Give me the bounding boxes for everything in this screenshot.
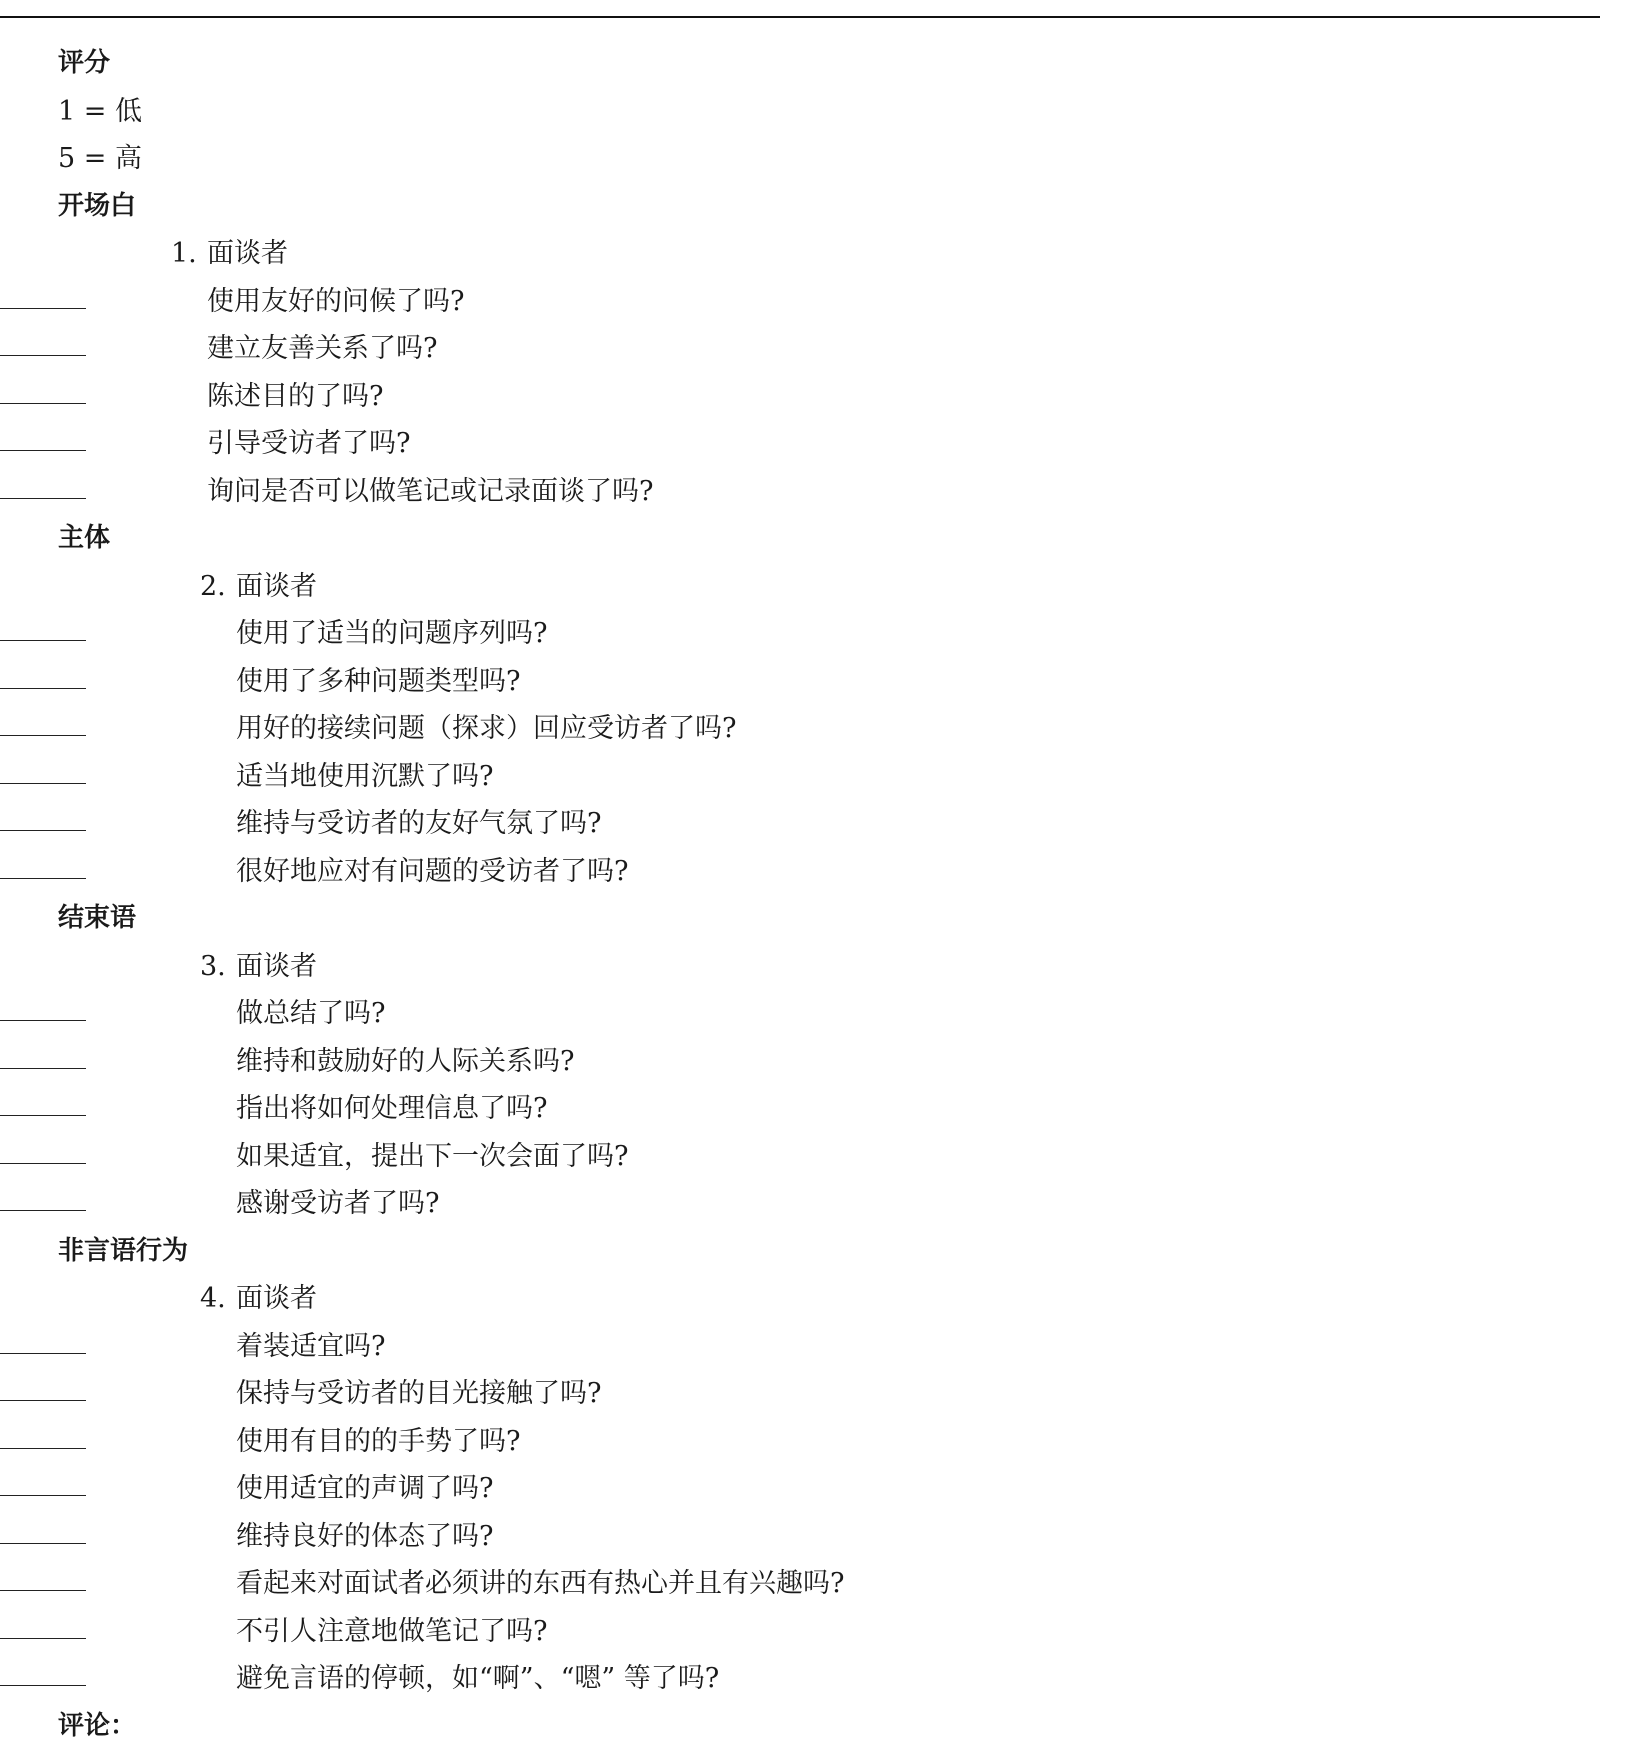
checklist-item (0, 373, 1600, 421)
score-blank[interactable] (0, 640, 86, 641)
rating-low: 1 = 低 (58, 95, 142, 127)
score-blank[interactable] (0, 1210, 86, 1211)
score-blank[interactable] (0, 1115, 86, 1116)
checklist-question: 使用了多种问题类型吗? (236, 665, 521, 697)
section-number: 2. (200, 570, 226, 602)
checklist-item (0, 420, 1600, 468)
score-blank[interactable] (0, 830, 86, 831)
section-number: 3. (200, 950, 226, 982)
checklist-question: 维持和鼓励好的人际关系吗? (236, 1045, 575, 1077)
section-number: 4. (200, 1283, 226, 1314)
checklist-item (0, 1513, 1600, 1561)
score-blank[interactable] (0, 308, 86, 309)
score-blank[interactable] (0, 1020, 86, 1021)
checklist-question: 避免言语的停顿，如“啊”、“嗯” 等了吗? (236, 1663, 720, 1694)
checklist-item (0, 1323, 1600, 1371)
rating-high: 5 = 高 (58, 143, 142, 174)
checklist-item (0, 1655, 1600, 1703)
checklist-question: 使用有目的的手势了吗? (236, 1425, 521, 1457)
score-blank[interactable] (0, 1448, 86, 1449)
checklist-question: 很好地应对有问题的受访者了吗? (236, 855, 629, 887)
interview-evaluation-form (0, 40, 1600, 1750)
checklist-item (0, 1418, 1600, 1466)
checklist-item (0, 705, 1600, 753)
checklist-question: 用好的接续问题（探求）回应受访者了吗? (236, 713, 737, 744)
checklist-item (0, 753, 1600, 801)
section-subject-row (0, 563, 1600, 611)
score-blank[interactable] (0, 688, 86, 689)
score-blank[interactable] (0, 1163, 86, 1164)
score-blank[interactable] (0, 735, 86, 736)
checklist-item (0, 1038, 1600, 1086)
score-blank[interactable] (0, 878, 86, 879)
score-blank[interactable] (0, 355, 86, 356)
section-subject-row (0, 1275, 1600, 1323)
form-sections (0, 183, 1600, 1703)
checklist-item (0, 1180, 1600, 1228)
section-number: 1. (171, 238, 197, 269)
top-rule (0, 16, 1600, 18)
checklist-item (0, 990, 1600, 1038)
comments-label: 评论： (58, 1710, 137, 1741)
checklist-question: 引导受访者了吗? (207, 428, 411, 459)
section-heading: 开场白 (58, 190, 137, 221)
score-blank[interactable] (0, 1543, 86, 1544)
score-blank[interactable] (0, 1068, 86, 1069)
section-heading: 主体 (58, 523, 111, 553)
score-blank[interactable] (0, 1400, 86, 1401)
score-blank[interactable] (0, 1495, 86, 1496)
checklist-item (0, 848, 1600, 896)
section-heading: 非言语行为 (58, 1235, 189, 1266)
checklist-item (0, 1085, 1600, 1133)
score-blank[interactable] (0, 403, 86, 404)
checklist-question: 维持与受访者的友好气氛了吗? (236, 808, 602, 839)
checklist-item (0, 1560, 1600, 1608)
checklist-question: 看起来对面试者必须讲的东西有热心并且有兴趣吗? (236, 1568, 845, 1599)
checklist-question: 如果适宜，提出下一次会面了吗? (236, 1140, 629, 1172)
section-subject-row (0, 943, 1600, 991)
section-heading: 结束语 (58, 903, 137, 933)
score-blank[interactable] (0, 783, 86, 784)
checklist-question: 适当地使用沉默了吗? (236, 760, 494, 792)
checklist-question: 陈述目的了吗? (207, 380, 384, 412)
checklist-item (0, 1370, 1600, 1418)
checklist-question: 感谢受访者了吗? (236, 1188, 440, 1219)
checklist-item (0, 610, 1600, 658)
checklist-question: 询问是否可以做笔记或记录面谈了吗? (207, 475, 654, 507)
checklist-item (0, 325, 1600, 373)
checklist-item (0, 468, 1600, 516)
checklist-question: 指出将如何处理信息了吗? (236, 1093, 548, 1124)
checklist-question: 维持良好的体态了吗? (236, 1520, 494, 1552)
score-blank[interactable] (0, 1353, 86, 1354)
score-blank[interactable] (0, 1685, 86, 1686)
score-blank[interactable] (0, 1590, 86, 1591)
checklist-item (0, 1608, 1600, 1656)
section-subject: 面谈者 (236, 950, 317, 982)
checklist-question: 着装适宜吗? (236, 1330, 386, 1362)
section-subject-row (0, 230, 1600, 278)
score-blank[interactable] (0, 1638, 86, 1639)
checklist-question: 做总结了吗? (236, 998, 386, 1029)
rating-title: 评分 (58, 48, 111, 78)
checklist-item (0, 1133, 1600, 1181)
checklist-question: 使用友好的问候了吗? (207, 285, 465, 317)
checklist-item (0, 278, 1600, 326)
checklist-question: 使用适宜的声调了吗? (236, 1473, 494, 1504)
section-subject: 面谈者 (236, 1283, 317, 1314)
checklist-question: 不引人注意地做笔记了吗? (236, 1615, 548, 1647)
score-blank[interactable] (0, 498, 86, 499)
checklist-item (0, 800, 1600, 848)
checklist-question: 保持与受访者的目光接触了吗? (236, 1378, 602, 1409)
checklist-item (0, 1465, 1600, 1513)
checklist-question: 使用了适当的问题序列吗? (236, 618, 548, 649)
checklist-question: 建立友善关系了吗? (207, 333, 438, 364)
score-blank[interactable] (0, 450, 86, 451)
section-subject: 面谈者 (236, 570, 317, 602)
section-subject: 面谈者 (207, 238, 288, 269)
checklist-item (0, 658, 1600, 706)
